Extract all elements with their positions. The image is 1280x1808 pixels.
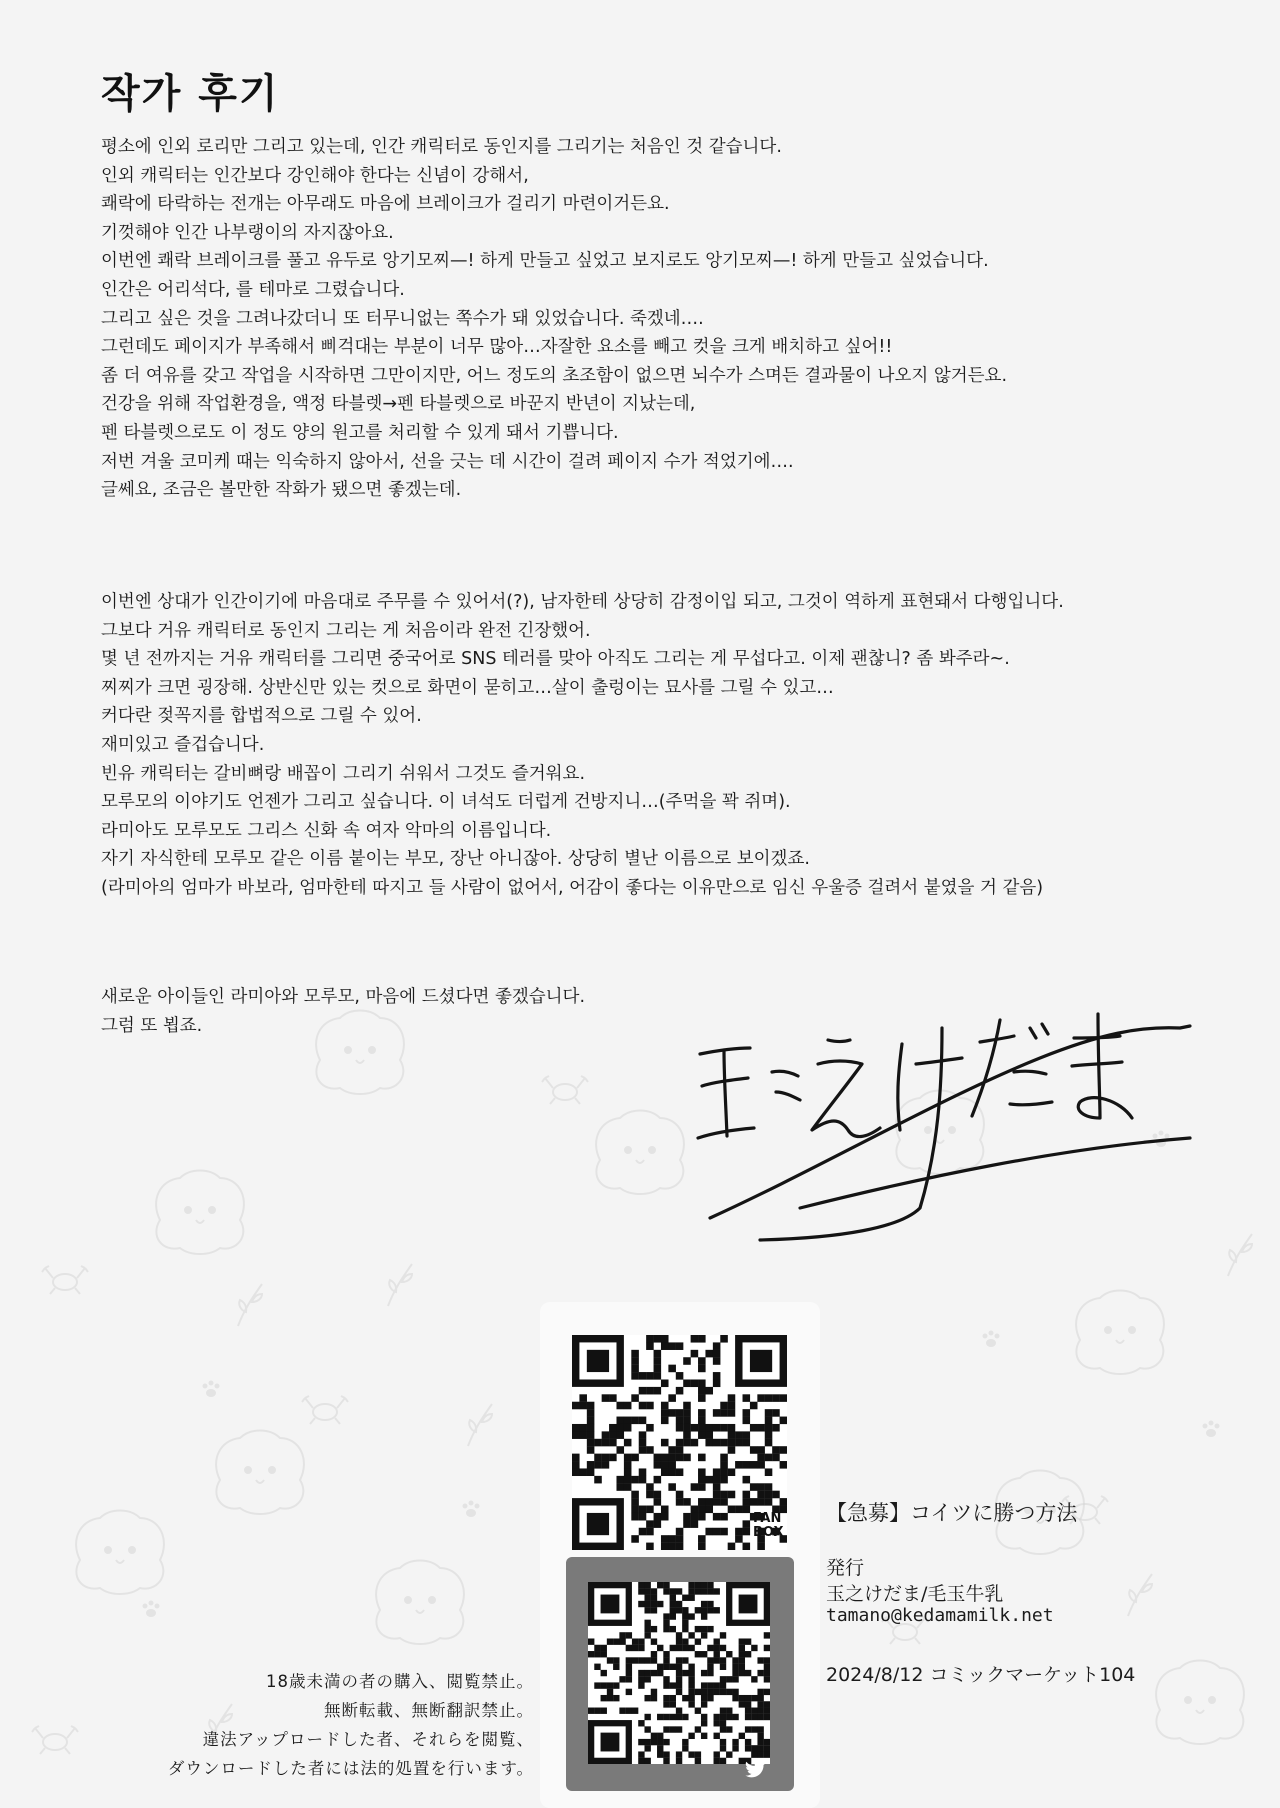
text-line: 그보다 거유 캐릭터로 동인지 그리는 게 처음이라 완전 긴장했어.	[101, 620, 591, 641]
text-line: 새로운 아이들인 라미아와 모루모, 마음에 드셨다면 좋겠습니다.	[101, 987, 586, 1007]
twitter-qr-code[interactable]	[588, 1582, 770, 1764]
doodle-illustration	[200, 1420, 320, 1520]
doodle-illustration	[40, 1260, 90, 1296]
text-line: 저번 겨울 코미케 때는 익숙하지 않아서, 선을 긋는 데 시간이 걸려 페이지 수가 적었기에….	[101, 451, 794, 472]
doodle-illustration	[140, 1600, 162, 1620]
text-line: 이번엔 쾌락 브레이크를 풀고 유두로 앙기모찌—! 하게 만들고 싶었고 보지로도 앙기모찌—! 하게 만들고 싶었습니다.	[101, 251, 989, 272]
doodle-illustration	[60, 1500, 180, 1600]
publisher-name: 玉之けだま/毛玉牛乳	[826, 1583, 1004, 1605]
doodle-illustration	[300, 1390, 350, 1426]
text-line: 좀 더 여유를 갖고 작업을 시작하면 그만이지만, 어느 정도의 초조함이 없으면 뇌수가 스며든 결과물이 나오지 않거든요.	[101, 365, 1008, 386]
doodle-illustration	[200, 1380, 222, 1400]
notice-no-reprint: 無断転載、無断翻訳禁止。	[324, 1701, 534, 1720]
doodle-illustration	[1200, 1420, 1222, 1440]
text-line: 펜 타블렛으로도 이 정도 양의 원고를 처리할 수 있게 돼서 기쁩니다.	[101, 422, 619, 443]
contact-email[interactable]: tamano@kedamamilk.net	[826, 1605, 1054, 1626]
fanbox-label-line-2: BOX	[753, 1525, 784, 1540]
text-line: 재미있고 즐겁습니다.	[101, 734, 265, 755]
doodle-illustration	[460, 1400, 500, 1450]
text-line: 몇 년 전까지는 거유 캐릭터를 그리면 중국어로 SNS 테러를 맞아 아직도 그리는 게 무섭다고. 이제 괜찮니? 좀 봐주라~.	[101, 649, 1010, 670]
fanbox-label	[753, 1512, 784, 1540]
twitter-bird-icon	[744, 1760, 766, 1780]
book-title: 【急募】コイツに勝つ方法	[826, 1501, 1078, 1525]
text-line: 평소에 인외 로리만 그리고 있는데, 인간 캐릭터로 동인지를 그리기는 처음인 것 같습니다.	[101, 137, 782, 157]
doodle-illustration	[1060, 1280, 1180, 1380]
doodle-illustration	[360, 1550, 480, 1650]
text-line: 그럼 또 뵙죠.	[101, 1015, 203, 1036]
text-line: 건강을 위해 작업환경을, 액정 타블렛→펜 타블렛으로 바꾼지 반년이 지났는데,	[101, 394, 696, 415]
text-line: 자기 자식한테 모루모 같은 이름 붙이는 부모, 장난 아니잖아. 상당히 별난 이름으로 보이겠죠.	[101, 849, 810, 870]
notice-legal-action: ダウンロードした者には法的処置を行います。	[167, 1759, 534, 1778]
fanbox-label-line-1: FAN	[753, 1511, 782, 1526]
text-line: (라미아의 엄마가 바보라, 엄마한테 따지고 들 사람이 없어서, 어감이 좋다는 이유만으로 임신 우울증 걸려서 붙였을 거 같음)	[101, 877, 1044, 898]
text-line: 빈유 캐릭터는 갈비뼈랑 배꼽이 그리기 쉬워서 그것도 즐거워요.	[101, 763, 586, 784]
page-title: 작가 후기	[101, 71, 280, 117]
doodle-illustration	[1220, 1230, 1260, 1280]
text-line: 인외 캐릭터는 인간보다 강인해야 한다는 신념이 강해서,	[101, 165, 529, 186]
doodle-illustration	[1140, 1650, 1260, 1750]
text-line: 글쎄요, 조금은 볼만한 작화가 됐으면 좋겠는데.	[101, 480, 462, 501]
text-line: 커다란 젖꼭지를 합법적으로 그릴 수 있어.	[101, 706, 422, 727]
paragraph-2	[101, 588, 1201, 903]
notice-illegal-upload: 違法アップロードした者、それらを閲覧、	[202, 1730, 534, 1749]
notice-age-restriction: 18歳未満の者の購入、閲覧禁止。	[266, 1672, 534, 1691]
text-line: 그리고 싶은 것을 그려나갔더니 또 터무니없는 쪽수가 돼 있었습니다. 죽겠네….	[101, 308, 704, 329]
text-line: 그런데도 페이지가 부족해서 삐걱대는 부분이 너무 많아…자잘한 요소를 빼고 컷을 크게 배치하고 싶어!!	[101, 337, 893, 358]
doodle-illustration	[1120, 1570, 1160, 1620]
event-date: 2024/8/12 コミックマーケット104	[826, 1664, 1136, 1686]
text-line: 쾌락에 타락하는 전개는 아무래도 마음에 브레이크가 걸리기 마련이거든요.	[101, 194, 670, 215]
text-line: 찌찌가 크면 굉장해. 상반신만 있는 컷으로 화면이 묻히고…살이 출렁이는 묘사를 그릴 수 있고…	[101, 677, 834, 698]
publisher-label: 発行	[826, 1557, 865, 1579]
text-line: 라미아도 모루모도 그리스 신화 속 여자 악마의 이름입니다.	[101, 820, 552, 841]
text-line: 인간은 어리석다, 를 테마로 그렸습니다.	[101, 279, 405, 300]
author-signature	[680, 968, 1200, 1262]
text-line: 기껏해야 인간 나부랭이의 자지잖아요.	[101, 222, 394, 243]
doodle-illustration	[30, 1720, 80, 1756]
text-line: 이번엔 상대가 인간이기에 마음대로 주무를 수 있어서(?), 남자한테 상당히 감정이입 되고, 그것이 역하게 표현돼서 다행입니다.	[101, 592, 1064, 612]
doodle-illustration	[380, 1260, 420, 1310]
text-line: 모루모의 이야기도 언젠가 그리고 싶습니다. 이 녀석도 더럽게 건방지니…(주먹을 꽉 쥐며).	[101, 792, 791, 813]
doodle-illustration	[230, 1280, 270, 1330]
paragraph-1	[101, 133, 1201, 505]
doodle-illustration	[540, 1070, 590, 1106]
doodle-illustration	[140, 1160, 260, 1260]
doodle-illustration	[980, 1330, 1002, 1350]
doodle-illustration	[460, 1500, 482, 1520]
